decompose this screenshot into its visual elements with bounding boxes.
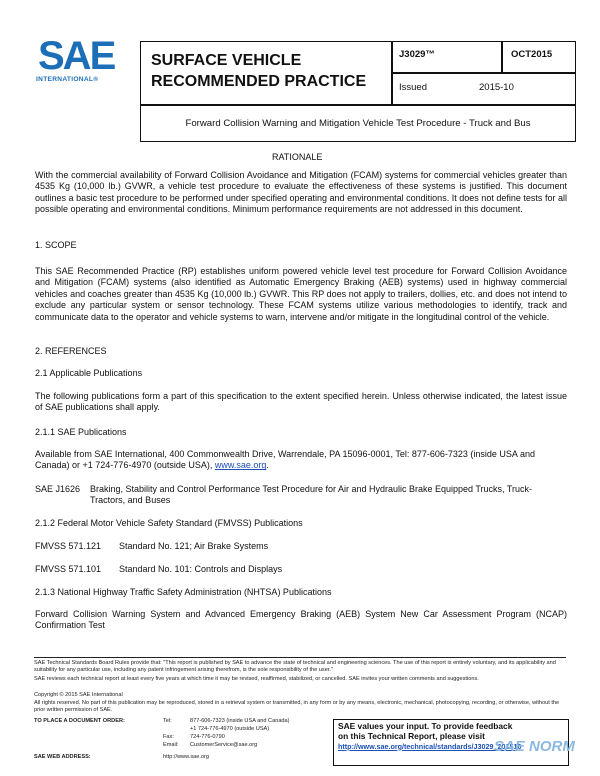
- issued-label: Issued: [399, 82, 427, 93]
- document-title: Forward Collision Warning and Mitigation Vehicle Test Procedure - Truck and Bus: [185, 118, 531, 129]
- sae-logo: SAE: [38, 34, 115, 78]
- ref-title-fmvss121: Standard No. 121; Air Brake Systems: [119, 541, 269, 551]
- order-label: TO PLACE A DOCUMENT ORDER:: [34, 718, 125, 724]
- ref-code-fmvss101: FMVSS 571.101: [35, 564, 102, 574]
- ref-code-fmvss121: FMVSS 571.121: [35, 541, 102, 551]
- references-heading: 2. REFERENCES: [35, 346, 107, 356]
- applicable-publications-heading: 2.1 Applicable Publications: [35, 368, 143, 378]
- scope-heading: 1. SCOPE: [35, 240, 77, 250]
- email-label: Email:: [163, 742, 179, 748]
- sae-logo-subtext: INTERNATIONAL®: [36, 76, 99, 83]
- scope-text: This SAE Recommended Practice (RP) establishes uniform powered vehicle level test procedure for Forward Collision Avoidance and Mitigation (FCAM) systems (also identified as Automatic Emergency Braking (AEB) systems) used in highway commercial vehicles and coaches greater than 4535 Kg (10,000 lb.) GVWR. This RP does not apply to trailers, dollies, etc. and does not intend to exclude any particular system or sensor technology. These FCAM systems utilize various methodologies to identify, track and communicate data to the operator and vehicle systems to warn, intervene and/or mitigate in the longitudinal control of the vehicle.: [35, 266, 567, 322]
- document-code-cell: [392, 41, 502, 73]
- issued-cell: [392, 73, 576, 105]
- feedback-link[interactable]: http://www.sae.org/technical/standards/J3029_201510: [338, 741, 522, 751]
- applicable-publications-text: The following publications form a part of this specification to the extent specified herein. Unless otherwise indicated, the latest issue of SAE publications shall apply.: [35, 391, 567, 413]
- feedback-line2: on this Technical Report, please visit: [338, 730, 485, 741]
- ref-title-fmvss101: Standard No. 101: Controls and Displays: [119, 564, 283, 574]
- ref-code-j1626: SAE J1626: [35, 484, 81, 494]
- rationale-heading: RATIONALE: [272, 152, 323, 162]
- footer-legal-rights: All rights reserved. No part of this publication may be reproduced, stored in a retrieval system or transmitted, in any form or by any means, electronic, mechanical, photocopying, recording, or otherwise, without the prior written permission of SAE.: [34, 700, 560, 714]
- footer-legal-review: SAE reviews each technical report at least every five years at which time it may be revised, reaffirmed, stabilized, or cancelled. SAE invites your written comments and suggestions.: [34, 676, 479, 682]
- tel-label: Tel:: [163, 718, 172, 724]
- sae-publications-text: Available from SAE International, 400 Commonwealth Drive, Warrendale, PA 15096-0001, Tel: 877-606-7323 (inside USA and Canada) or +1 724-776-4970 (outside USA), www.sae.org.: [35, 449, 535, 471]
- document-date: OCT2015: [511, 49, 553, 60]
- fmvss-heading: 2.1.2 Federal Motor Vehicle Safety Standard (FMVSS) Publications: [35, 518, 303, 528]
- sae-publications-body: Available from SAE International, 400 Commonwealth Drive, Warrendale, PA 15096-0001, Tel: 877-606-7323 (inside USA and Canada) or +1 724-776-4970 (outside USA),: [35, 449, 535, 471]
- rationale-text: With the commercial availability of Forward Collision Avoidance and Mitigation (FCAM) systems for commercial vehicles greater than 4535 Kg (10,000 lb.) GVWR, a vehicle test procedure to evaluate the effectiveness of these systems is justified. This document outlines a basic test procedure to be performed under specified operating and environmental conditions. It does not define tests for all possible operating and environmental conditions. Minimum performance requirements are not addressed in this document.: [35, 170, 567, 215]
- document-date-cell: [502, 41, 576, 73]
- email-address[interactable]: CustomerService@sae.org: [190, 742, 258, 748]
- nhtsa-heading: 2.1.3 National Highway Traffic Safety Administration (NHTSA) Publications: [35, 587, 332, 597]
- web-label: SAE WEB ADDRESS:: [34, 754, 91, 760]
- tel-domestic: 877-606-7323 (inside USA and Canada): [190, 718, 290, 724]
- feedback-line1: SAE values your input. To provide feedback: [338, 721, 513, 731]
- web-address[interactable]: http://www.sae.org: [163, 754, 210, 760]
- sae-website-link[interactable]: www.sae.org: [214, 460, 267, 471]
- document-type-line2: RECOMMENDED PRACTICE: [151, 73, 367, 90]
- document-title-cell: [140, 105, 576, 142]
- footer-divider: [34, 657, 566, 658]
- fax-label: Fax:: [163, 734, 174, 740]
- sae-publications-heading: 2.1.1 SAE Publications: [35, 427, 127, 437]
- footer-legal-rules: SAE Technical Standards Board Rules provide that: "This report is published by SAE to advance the state of technical and engineering sciences. The use of this report is entirely voluntary, and its applicability and suitability for any particular use, including any patent infringement arising therefrom, is the sole responsibility of the user.": [34, 660, 556, 674]
- nhtsa-text: Forward Collision Warning System and Advanced Emergency Braking (AEB) System New Car Assessment Program (NCAP) Confirmation Test: [35, 609, 567, 631]
- ref-title-j1626: Braking, Stability and Control Performance Test Procedure for Air and Hydraulic Brake Equipped Trucks, Truck-Tractors, and Buses: [90, 484, 533, 506]
- watermark-logo: SAE NORM: [494, 738, 575, 755]
- issued-value: 2015-10: [479, 82, 514, 93]
- tel-international: +1 724-776-4970 (outside USA): [190, 726, 270, 732]
- footer-copyright: Copyright © 2015 SAE International: [34, 692, 123, 698]
- document-code: J3029™: [399, 49, 435, 60]
- document-type-line1: SURFACE VEHICLE: [151, 52, 302, 69]
- fax-number: 724-776-0790: [190, 734, 225, 740]
- document-type-cell: [140, 41, 392, 105]
